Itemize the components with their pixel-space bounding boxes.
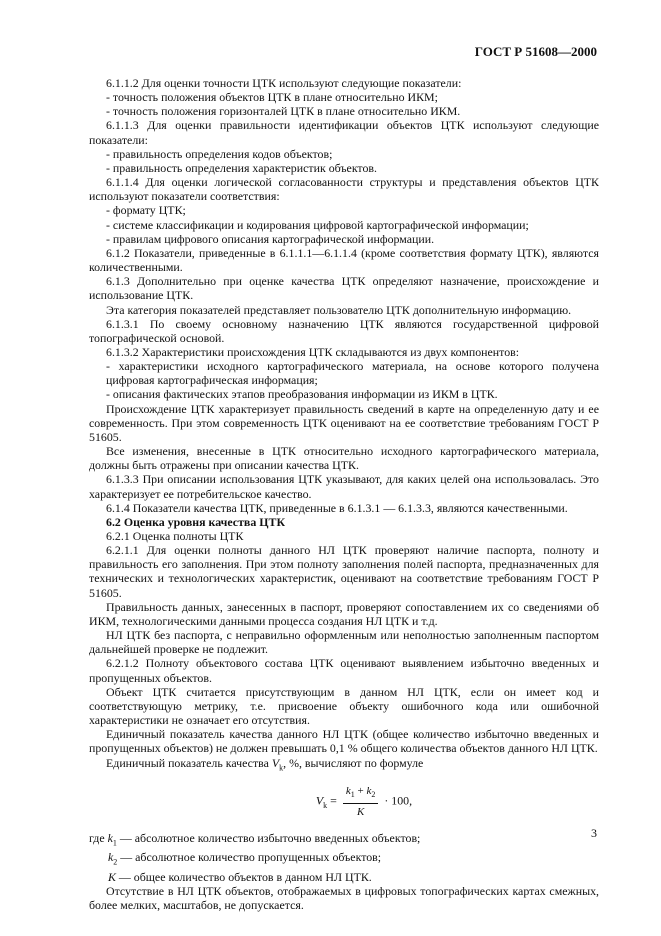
list-item: - точность положения горизонталей ЦТК в плане относительно ИКМ. [106,104,461,119]
paragraph-6-1-3-3: 6.1.3.3 При описании использования ЦТК указывают, для каких целей она использовалась. Это характеризует ее потребительское качество. [89,472,599,501]
list-item: - точность положения объектов ЦТК в плане относительно ИКМ; [106,90,438,105]
paragraph-6-1-2: 6.1.2 Показатели, приведенные в 6.1.1.1—6.1.1.4 (кроме соответствия формату ЦТК), являются количественными. [89,245,599,275]
list-item: - формату ЦТК; [106,203,186,218]
paragraph: НЛ ЦТК без паспорта, с неправильно оформленным или неполностью заполненным паспортом дальнейшей проверке не подлежит. [89,628,599,657]
legend-k2: $k_2$ — абсолютное количество пропущенных объектов; [108,850,382,867]
document-id-header: ГОСТ Р 51608—2000 [474,44,597,59]
paragraph-6-2-1-2: 6.2.1.2 Полноту объектового состава ЦТК оценивают выявлением избыточно введенных и пропущенных объектов. [89,656,599,685]
list-item: - правильность определения характеристик объектов. [106,160,378,175]
formula-legend [89,831,599,884]
paragraph-6-1-4: 6.1.4 Показатели качества ЦТК, приведенные в 6.1.3.1 — 6.1.3.3, являются качественными. [106,500,568,515]
legend-k1: где $k_1$ — абсолютное количество избыточно введенных объектов; [89,830,421,847]
quality-formula: $V_k$ = $\frac{k_1 + k_2}{K}$ · 100, [315,785,413,819]
paragraph: Объект ЦТК считается присутствующим в данном НЛ ЦТК, если он имеет код и соответствующую метрику, т.е. присвоение объекту ошибочного кода или ошибочной характеристики не означает его отсутствия. [89,684,599,728]
paragraph: Происхождение ЦТК характеризует правильность сведений в карте на определенную дату и ее современность. При этом современность ЦТК оценивают на ее соответствие требованиям ГОСТ Р 51605. [89,401,599,444]
formula-numerator: $k_1 + k_2$ [343,784,379,804]
paragraph: Все изменения, внесенные в ЦТК относительно исходного картографического материала, должны быть отражены при описании качества ЦТК. [89,444,599,473]
list-item: - системе классификации и кодирования цифровой картографической информации; [106,217,529,232]
paragraph: Правильность данных, занесенных в паспорт, проверяют сопоставлением их со сведениями об ИКМ, технологическими данными процесса создания НЛ ЦТК и т.д. [89,599,599,628]
list-item: - описания фактических этапов преобразования информации из ИКМ в ЦТК. [106,387,498,402]
paragraph-6-1-1-2: 6.1.1.2 Для оценки точности ЦТК используют следующие показатели: [106,76,462,90]
paragraph-formula-intro: Единичный показатель качества $V_k$, %, вычисляют по формуле [106,755,424,772]
paragraph-6-1-3: 6.1.3 Дополнительно при оценке качества ЦТК определяют назначение, происхождение и использование ЦТК. [89,274,599,303]
list-item: - правилам цифрового описания картографической информации. [106,231,435,246]
subsection-heading-6-2-1: 6.2.1 Оценка полноты ЦТК [106,529,244,543]
paragraph-6-2-1-1: 6.2.1.1 Для оценки полноты данного НЛ ЦТК проверяют наличие паспорта, полноту и правильность его заполнения. При этом полноту заполнения полей паспорта, предназначенных для технических и технологических характеристик, оценивают на соответствие требованиям ГОСТ Р 51605. [89,543,599,600]
paragraph-6-1-1-4: 6.1.1.4 Для оценки логической согласованности структуры и представления объектов ЦТК используют показатели соответствия: [89,175,599,204]
list-item: - характеристики исходного картографического материала, на основе которого получена цифровая картографическая информация; [106,359,599,388]
section-heading-6-2: 6.2 Оценка уровня качества ЦТК [106,514,286,529]
list-item: - правильность определения кодов объектов; [106,146,333,161]
paragraph-6-1-1-3: 6.1.1.3 Для оценки правильности идентификации объектов ЦТК используют следующие показатели: [89,118,599,147]
paragraph: Эта категория показателей представляет пользователю ЦТК дополнительную информацию. [106,302,572,317]
paragraph: Единичный показатель качества данного НЛ ЦТК (общее количество избыточно введенных и пропущенных объектов) не должен превышать 0,1 % общего количества объектов данного НЛ ЦТК. [89,727,599,756]
page-body [89,76,599,912]
paragraph-6-1-3-2: 6.1.3.2 Характеристики происхождения ЦТК складываются из двух компонентов: [106,344,520,359]
formula-fraction [343,784,379,820]
formula-denominator: K [356,806,365,819]
page-number: 3 [591,826,597,840]
paragraph-6-1-3-1: 6.1.3.1 По своему основному назначению ЦТК являются государственной цифровой топографической основой. [89,316,599,345]
paragraph: Отсутствие в НЛ ЦТК объектов, отображаемых в цифровых топографических картах смежных, более мелких, масштабов, не допускается. [89,883,599,912]
legend-K: K — общее количество объектов в данном НЛ ЦТК. [108,869,372,884]
